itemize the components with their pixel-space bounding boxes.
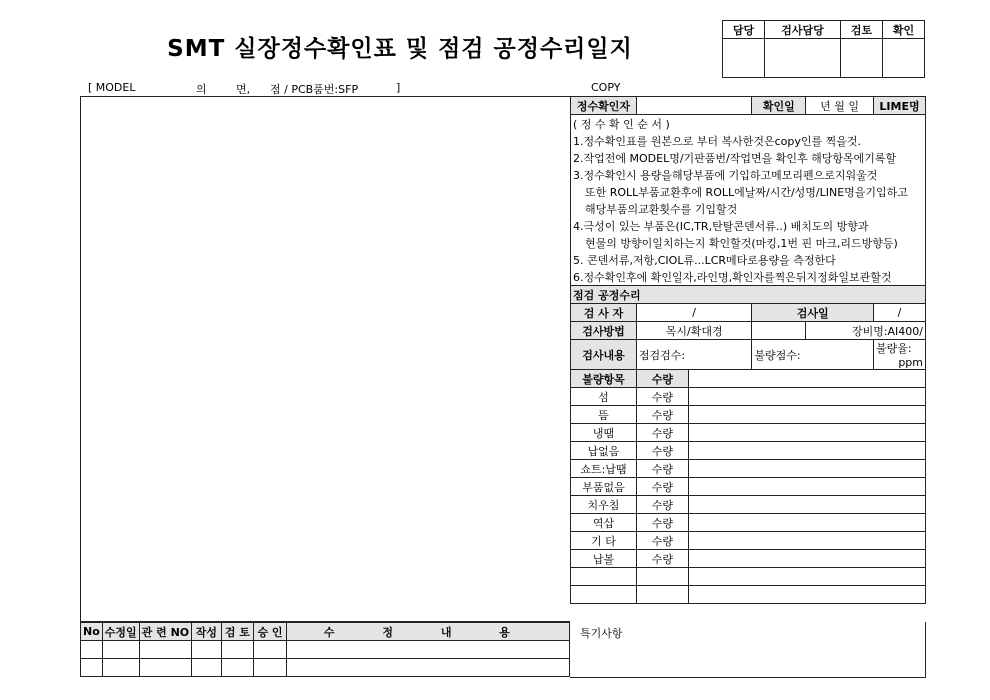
rev-cell[interactable] (192, 641, 221, 659)
rev-header-review: 검 토 (221, 623, 254, 641)
model-label: [ MODEL (88, 81, 136, 94)
defect-note[interactable] (688, 424, 925, 442)
rev-header-no: No (81, 623, 103, 641)
defect-notes-header (688, 370, 925, 388)
inspection-date-value[interactable]: / (874, 304, 926, 322)
rev-cell[interactable] (102, 659, 139, 677)
defect-name: 쇼트:납땜 (571, 460, 637, 478)
defect-name: 냉땜 (571, 424, 637, 442)
procedure-line: 1.정수확인표를 원본으로 부터 복사한것은copy인를 찍을것. (571, 132, 926, 149)
defect-qty[interactable]: 수량 (636, 406, 688, 424)
procedure-title: ( 정 수 확 인 순 서 ) (571, 115, 926, 133)
rev-header-approve: 승 인 (254, 623, 287, 641)
rev-cell[interactable] (81, 659, 103, 677)
verification-table (570, 96, 926, 604)
verify-date-label: 확인일 (752, 97, 806, 115)
method-value: 목시/확대경 (636, 322, 751, 340)
rev-header-date: 수정일 (102, 623, 139, 641)
defect-note[interactable] (688, 496, 925, 514)
defect-count[interactable]: 불량점수: (752, 340, 874, 370)
approval-header-confirm: 확인 (882, 21, 924, 39)
inspection-section-title: 점검 공정수리 (571, 286, 926, 304)
defect-name: 부품없음 (571, 478, 637, 496)
model-myeon: 면, (236, 83, 251, 96)
model-ui: 의 (196, 83, 207, 96)
rev-cell[interactable] (286, 659, 569, 677)
approval-sign-inspector[interactable] (765, 39, 841, 78)
approval-sign-charge[interactable] (723, 39, 765, 78)
defect-note[interactable] (688, 388, 925, 406)
check-count[interactable]: 점검검수: (636, 340, 751, 370)
approval-box (722, 20, 925, 78)
ppm-unit: ppm (898, 356, 923, 369)
defect-qty-blank[interactable] (636, 586, 688, 604)
revision-row (81, 641, 570, 659)
rev-cell[interactable] (221, 659, 254, 677)
defect-qty[interactable]: 수량 (636, 514, 688, 532)
defect-name: 납볼 (571, 550, 637, 568)
defect-qty[interactable]: 수량 (636, 550, 688, 568)
rev-cell[interactable] (139, 641, 191, 659)
line-label: LIME명 (874, 97, 926, 115)
method-blank[interactable] (752, 322, 806, 340)
defect-qty[interactable]: 수량 (636, 478, 688, 496)
defect-note[interactable] (688, 568, 925, 586)
rev-cell[interactable] (81, 641, 103, 659)
revision-row (81, 659, 570, 677)
model-pcb-part: 점 / PCB품번:SFP (270, 83, 359, 96)
rev-cell[interactable] (254, 641, 287, 659)
rev-cell[interactable] (139, 659, 191, 677)
method-label: 검사방법 (571, 322, 637, 340)
content-label: 검사내용 (571, 340, 637, 370)
defect-name: 뜸 (571, 406, 637, 424)
inspector-label: 검 사 자 (571, 304, 637, 322)
defect-qty-header: 수량 (636, 370, 688, 388)
inspector-value[interactable]: / (636, 304, 751, 322)
procedure-line: 4.극성이 있는 부품은(IC,TR,탄탈콘덴서류..) 배치도의 방향과 (571, 217, 926, 234)
defect-name: 기 타 (571, 532, 637, 550)
defect-note[interactable] (688, 478, 925, 496)
procedure-line: 6.정수확인후에 확인일자,라인명,확인자를찍은뒤지정화일보관할것 (571, 268, 926, 286)
defect-note[interactable] (688, 532, 925, 550)
approval-header-inspector: 검사담당 (765, 21, 841, 39)
rev-cell[interactable] (286, 641, 569, 659)
model-close: ] (396, 81, 401, 94)
rev-cell[interactable] (192, 659, 221, 677)
defect-note[interactable] (688, 550, 925, 568)
defect-item-header: 불량항목 (571, 370, 637, 388)
inspection-date-label: 검사일 (752, 304, 874, 322)
defect-name: 치우침 (571, 496, 637, 514)
rev-cell[interactable] (254, 659, 287, 677)
defect-note[interactable] (688, 442, 925, 460)
page-title: SMT 실장정수확인표 및 점검 공정수리일지 (167, 36, 633, 62)
defect-qty-blank[interactable] (636, 568, 688, 586)
defect-name-blank[interactable] (571, 568, 637, 586)
procedure-line: 현물의 방향이일치하는지 확인할것(마킹,1번 핀 마크,리드방향등) (571, 234, 926, 251)
verifier-value[interactable] (636, 97, 751, 115)
remarks-label: 특기사항 (580, 627, 623, 640)
defect-note[interactable] (688, 586, 925, 604)
defect-name: 납없음 (571, 442, 637, 460)
defect-qty[interactable]: 수량 (636, 496, 688, 514)
defect-qty[interactable]: 수량 (636, 460, 688, 478)
defect-note[interactable] (688, 460, 925, 478)
defect-qty[interactable]: 수량 (636, 388, 688, 406)
defect-name-blank[interactable] (571, 586, 637, 604)
rev-header-content: 수 정 내 용 (286, 623, 569, 641)
rev-header-related-no: 관 련 NO (139, 623, 191, 641)
revision-table (80, 622, 570, 677)
approval-sign-confirm[interactable] (882, 39, 924, 78)
defect-rate[interactable] (874, 340, 926, 370)
approval-header-review: 검토 (840, 21, 882, 39)
procedure-line: 2.작업전에 MODEL명/기판품번/작업면을 확인후 해당항목에기록할 (571, 149, 926, 166)
defect-note[interactable] (688, 406, 925, 424)
equipment-name: 장비명:AI400/ (806, 322, 926, 340)
procedure-line: 5. 콘덴서류,저항,CIOL류...LCR메타로용량을 측정한다 (571, 251, 926, 268)
approval-sign-review[interactable] (840, 39, 882, 78)
rev-header-author: 작성 (192, 623, 221, 641)
verifier-label: 정수확인자 (571, 97, 637, 115)
procedure-line: 3.정수확인시 용량을해당부품에 기입하고메모리펜으로지워울것 (571, 166, 926, 183)
defect-qty[interactable]: 수량 (636, 532, 688, 550)
procedure-line: 또한 ROLL부품교환후에 ROLL에날짜/시간/성명/LINE명을기입하고 (571, 183, 926, 200)
layout-drawing-area[interactable] (80, 96, 570, 622)
defect-qty[interactable]: 수량 (636, 424, 688, 442)
procedure-line: 해당부품의교환횟수를 기입할것 (571, 200, 926, 217)
defect-rate-label: 불량율: (876, 342, 912, 355)
rev-cell[interactable] (102, 641, 139, 659)
defect-name: 섬 (571, 388, 637, 406)
defect-qty[interactable]: 수량 (636, 442, 688, 460)
verify-date-value[interactable]: 년 월 일 (806, 97, 874, 115)
approval-header-charge: 담당 (723, 21, 765, 39)
defect-note[interactable] (688, 514, 925, 532)
copy-label: COPY (591, 81, 621, 94)
defect-name: 역삽 (571, 514, 637, 532)
rev-cell[interactable] (221, 641, 254, 659)
remarks-box[interactable] (570, 622, 926, 678)
